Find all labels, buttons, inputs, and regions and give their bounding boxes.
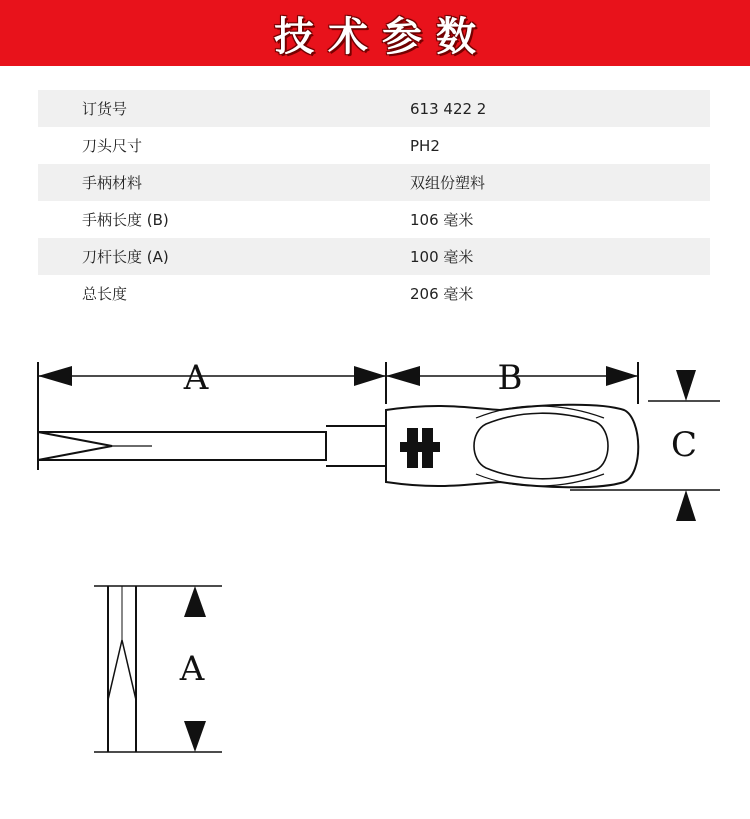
spec-label: 订货号 <box>82 100 128 118</box>
spec-label: 总长度 <box>82 285 128 303</box>
spec-value: 106 毫米 <box>410 211 474 229</box>
dimension-c <box>570 370 720 521</box>
arrow-right-icon <box>354 366 386 386</box>
arrow-down-icon <box>676 370 696 401</box>
spec-value: PH2 <box>410 136 440 155</box>
dimension-b <box>386 358 638 404</box>
arrow-left-icon <box>386 366 420 386</box>
spec-label: 刀杆长度 (A) <box>82 248 169 266</box>
arrow-down-icon <box>184 721 206 752</box>
arrow-up-icon <box>184 586 206 617</box>
screwdriver-side-view <box>38 405 638 488</box>
spec-label: 刀头尺寸 <box>82 137 143 155</box>
spec-label: 手柄长度 (B) <box>82 211 169 229</box>
tip-detail-view <box>94 586 222 752</box>
spec-value: 双组份塑料 <box>410 174 486 192</box>
spec-value: 100 毫米 <box>410 248 474 266</box>
handle-logo-icon <box>400 428 440 468</box>
page-title: 技术参数 <box>274 12 490 60</box>
spec-value: 206 毫米 <box>410 285 474 303</box>
tip-label-a: A <box>179 649 205 689</box>
label-b: B <box>497 358 523 398</box>
label-a: A <box>183 358 209 398</box>
label-c: C <box>670 425 698 465</box>
spec-label: 手柄材料 <box>82 174 143 192</box>
arrow-left-icon <box>38 366 72 386</box>
dimension-a <box>38 358 386 470</box>
arrow-up-icon <box>676 490 696 521</box>
arrow-right-icon <box>606 366 638 386</box>
spec-value: 613 422 2 <box>410 99 487 118</box>
